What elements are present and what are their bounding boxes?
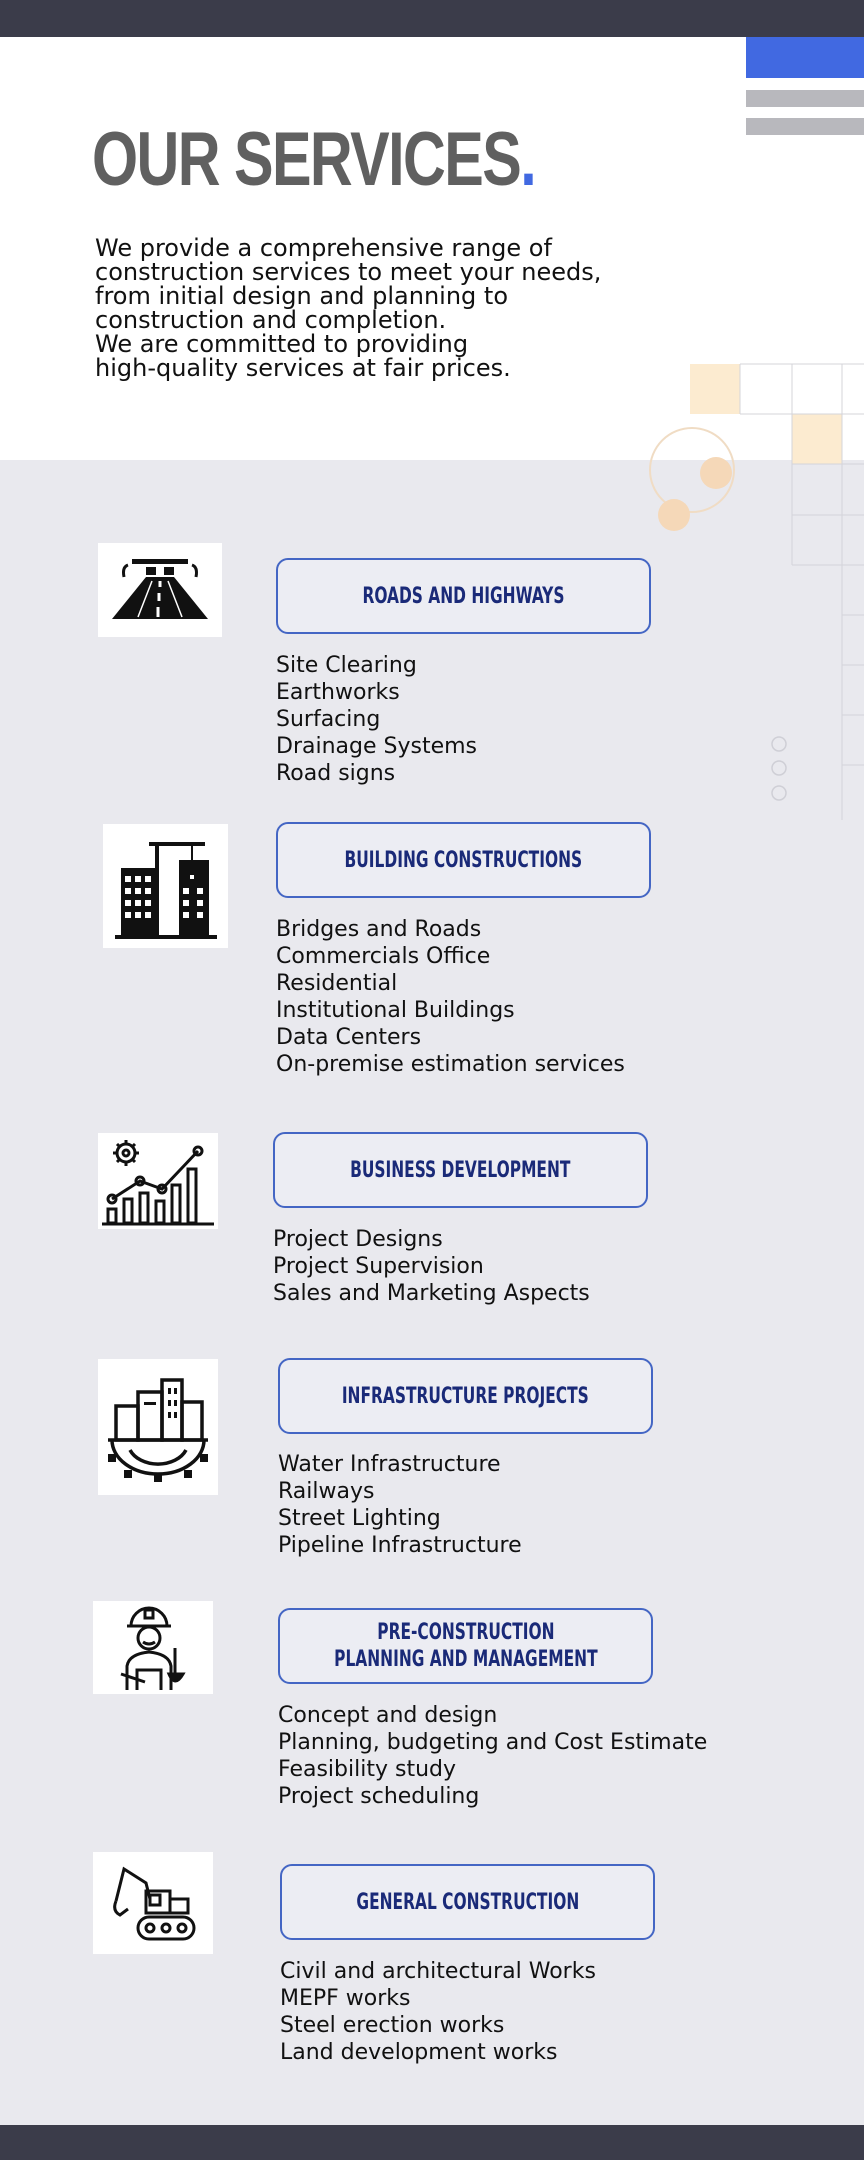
intro-line: construction services to meet your needs, — [95, 258, 602, 286]
intro-line: construction and completion. — [95, 306, 447, 334]
list-item: Site Clearing — [276, 653, 417, 678]
list-item: Bridges and Roads — [276, 917, 482, 942]
service-icon-box — [98, 1133, 218, 1229]
list-item: Road signs — [276, 761, 396, 786]
list-item: Street Lighting — [278, 1506, 441, 1531]
intro-line: We provide a comprehensive range of — [95, 234, 552, 262]
list-item: Land development works — [280, 2040, 558, 2065]
list-item: Concept and design — [278, 1703, 498, 1728]
crane-building-icon — [111, 832, 221, 940]
service-title-box — [278, 1608, 653, 1684]
list-item: Civil and architectural Works — [280, 1959, 596, 1984]
service-icon-box — [93, 1601, 213, 1694]
intro-line: We are committed to providing — [95, 330, 469, 358]
list-item: Project Designs — [273, 1227, 443, 1252]
service-title-box — [276, 822, 651, 898]
city-gear-icon — [104, 1372, 212, 1482]
highway-icon — [108, 555, 212, 625]
decor-blue-strip — [746, 37, 864, 78]
title-text: OUR SERVICES — [92, 117, 521, 202]
decor-gray-strip — [746, 90, 864, 107]
decor-gray-strip — [746, 118, 864, 135]
intro-paragraph — [95, 236, 655, 380]
top-bar — [0, 0, 864, 37]
bottom-bar — [0, 2125, 864, 2160]
construction-worker-icon — [113, 1604, 193, 1692]
list-item: Residential — [276, 971, 398, 996]
list-item: Railways — [278, 1479, 375, 1504]
list-item: MEPF works — [280, 1986, 411, 2011]
service-title-box — [278, 1358, 653, 1434]
list-item: Drainage Systems — [276, 734, 477, 759]
service-items-list — [276, 916, 625, 1078]
list-item: Project Supervision — [273, 1254, 484, 1279]
list-item: Commercials Office — [276, 944, 491, 969]
list-item: On-premise estimation services — [276, 1052, 625, 1077]
list-item: Data Centers — [276, 1025, 422, 1050]
title-dot: . — [520, 117, 536, 202]
service-icon-box — [98, 543, 222, 637]
excavator-icon — [110, 1861, 196, 1945]
list-item: Water Infrastructure — [278, 1452, 501, 1477]
list-item: Earthworks — [276, 680, 400, 705]
decorative-grid — [640, 360, 864, 830]
list-item: Sales and Marketing Aspects — [273, 1281, 590, 1306]
list-item: Steel erection works — [280, 2013, 505, 2038]
service-items-list — [280, 1958, 596, 2066]
list-item: Institutional Buildings — [276, 998, 515, 1023]
service-title: BUILDING CONSTRUCTIONS — [344, 847, 583, 873]
service-title: PRE-CONSTRUCTION PLANNING AND MANAGEMENT — [333, 1620, 598, 1672]
service-title: ROADS AND HIGHWAYS — [362, 583, 565, 609]
service-title-box — [276, 558, 651, 634]
service-icon-box — [98, 1359, 218, 1495]
intro-line: high-quality services at fair prices. — [95, 354, 511, 382]
service-title: GENERAL CONSTRUCTION — [356, 1889, 579, 1915]
service-title-box — [273, 1132, 648, 1208]
service-items-list — [278, 1451, 522, 1559]
service-items-list — [273, 1226, 590, 1307]
page-title — [92, 117, 536, 202]
service-title: INFRASTRUCTURE PROJECTS — [342, 1383, 589, 1409]
growth-chart-gear-icon — [100, 1135, 216, 1227]
intro-line: from initial design and planning to — [95, 282, 509, 310]
list-item: Planning, budgeting and Cost Estimate — [278, 1730, 708, 1755]
service-items-list — [278, 1702, 707, 1810]
service-items-list — [276, 652, 477, 787]
list-item: Feasibility study — [278, 1757, 456, 1782]
service-title-box — [280, 1864, 655, 1940]
list-item: Project scheduling — [278, 1784, 480, 1809]
service-icon-box — [93, 1852, 213, 1954]
list-item: Surfacing — [276, 707, 381, 732]
service-icon-box — [103, 824, 228, 948]
list-item: Pipeline Infrastructure — [278, 1533, 522, 1558]
service-title: BUSINESS DEVELOPMENT — [350, 1157, 571, 1183]
